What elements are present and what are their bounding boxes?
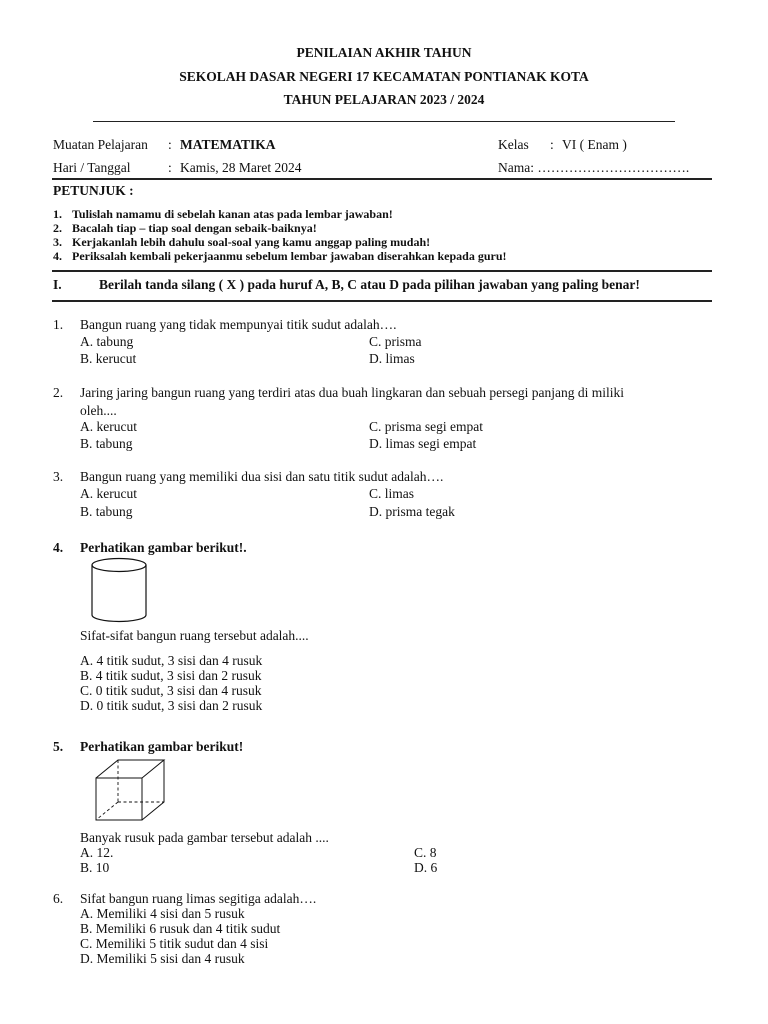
question-number: 1.: [53, 317, 64, 332]
option-a[interactable]: A. tabung: [80, 334, 134, 349]
cylinder-figure: [88, 556, 150, 626]
instruction-num: 1.: [53, 207, 62, 221]
option-a[interactable]: A. 4 titik sudut, 3 sisi dan 4 rusuk: [80, 653, 263, 668]
instruction-num: 3.: [53, 235, 62, 249]
question-text: Bangun ruang yang tidak mempunyai titik sudut adalah….: [80, 317, 397, 332]
option-b[interactable]: B. kerucut: [80, 351, 137, 366]
option-a[interactable]: A. 12.: [80, 845, 114, 860]
instruction-num: 4.: [53, 249, 62, 263]
instruction-item: Kerjakanlah lebih dahulu soal-soal yang kamu anggap paling mudah!: [72, 235, 431, 249]
option-a[interactable]: A. Memiliki 4 sisi dan 5 rusuk: [80, 906, 245, 921]
question-number: 2.: [53, 385, 64, 400]
option-a[interactable]: A. kerucut: [80, 486, 137, 501]
class-value: VI ( Enam ): [562, 137, 627, 152]
academic-year: TAHUN PELAJARAN 2023 / 2024: [283, 92, 485, 107]
subject-value: MATEMATIKA: [180, 137, 276, 152]
section-top-divider: [52, 270, 712, 272]
class-label: Kelas: [498, 137, 529, 152]
option-b[interactable]: B. 4 titik sudut, 3 sisi dan 2 rusuk: [80, 668, 262, 683]
school-name: SEKOLAH DASAR NEGERI 17 KECAMATAN PONTIANAK KOTA: [179, 69, 589, 84]
subject-label: Muatan Pelajaran: [53, 137, 148, 152]
option-c[interactable]: C. prisma: [369, 334, 422, 349]
question-text: Sifat bangun ruang limas segitiga adalah….: [80, 891, 317, 906]
option-d[interactable]: D. limas: [369, 351, 415, 366]
header-title: PENILAIAN AKHIR TAHUN: [296, 45, 472, 60]
question-text: Bangun ruang yang memiliki dua sisi dan satu titik sudut adalah….: [80, 469, 444, 484]
class-colon: :: [550, 137, 554, 152]
question-number: 3.: [53, 469, 64, 484]
info-divider: [52, 178, 712, 180]
cube-figure: [90, 756, 170, 824]
section-bottom-divider: [52, 300, 712, 302]
option-b[interactable]: B. Memiliki 6 rusuk dan 4 titik sudut: [80, 921, 281, 936]
question-text: Jaring jaring bangun ruang yang terdiri atas dua buah lingkaran dan sebuah persegi panjang di miliki: [80, 385, 624, 400]
option-d[interactable]: D. limas segi empat: [369, 436, 477, 451]
option-d[interactable]: D. Memiliki 5 sisi dan 4 rusuk: [80, 951, 245, 966]
option-b[interactable]: B. tabung: [80, 436, 133, 451]
question-number: 4.: [53, 540, 64, 555]
instructions-title: PETUNJUK :: [53, 183, 134, 198]
question-prompt: Sifat-sifat bangun ruang tersebut adalah....: [80, 628, 309, 643]
header-divider: [93, 121, 675, 122]
subject-colon: :: [168, 137, 172, 152]
question-text: Perhatikan gambar berikut!.: [80, 540, 247, 555]
option-c[interactable]: C. Memiliki 5 titik sudut dan 4 sisi: [80, 936, 269, 951]
instruction-item: Bacalah tiap – tiap soal dengan sebaik-baiknya!: [72, 221, 317, 235]
option-d[interactable]: D. prisma tegak: [369, 504, 455, 519]
option-b[interactable]: B. 10: [80, 860, 110, 875]
question-number: 5.: [53, 739, 64, 754]
question-number: 6.: [53, 891, 64, 906]
option-c[interactable]: C. 8: [414, 845, 437, 860]
instruction-item: Periksalah kembali pekerjaanmu sebelum lembar jawaban diserahkan kepada guru!: [72, 249, 507, 263]
name-field: Nama: …………………………….: [498, 160, 690, 175]
question-text: Perhatikan gambar berikut!: [80, 739, 244, 754]
section-number: I.: [53, 277, 62, 292]
question-prompt: Banyak rusuk pada gambar tersebut adalah ....: [80, 830, 329, 845]
option-c[interactable]: C. limas: [369, 486, 415, 501]
option-c[interactable]: C. prisma segi empat: [369, 419, 483, 434]
option-c[interactable]: C. 0 titik sudut, 3 sisi dan 4 rusuk: [80, 683, 262, 698]
question-text-continued: oleh....: [80, 403, 117, 418]
date-value: Kamis, 28 Maret 2024: [180, 160, 302, 175]
option-b[interactable]: B. tabung: [80, 504, 133, 519]
date-colon: :: [168, 160, 172, 175]
option-d[interactable]: D. 6: [414, 860, 438, 875]
section-instruction: Berilah tanda silang ( X ) pada huruf A, B, C atau D pada pilihan jawaban yang paling benar!: [99, 277, 640, 292]
instruction-num: 2.: [53, 221, 62, 235]
option-d[interactable]: D. 0 titik sudut, 3 sisi dan 2 rusuk: [80, 698, 263, 713]
date-label: Hari / Tanggal: [53, 160, 131, 175]
instruction-item: Tulislah namamu di sebelah kanan atas pada lembar jawaban!: [72, 207, 393, 221]
option-a[interactable]: A. kerucut: [80, 419, 137, 434]
